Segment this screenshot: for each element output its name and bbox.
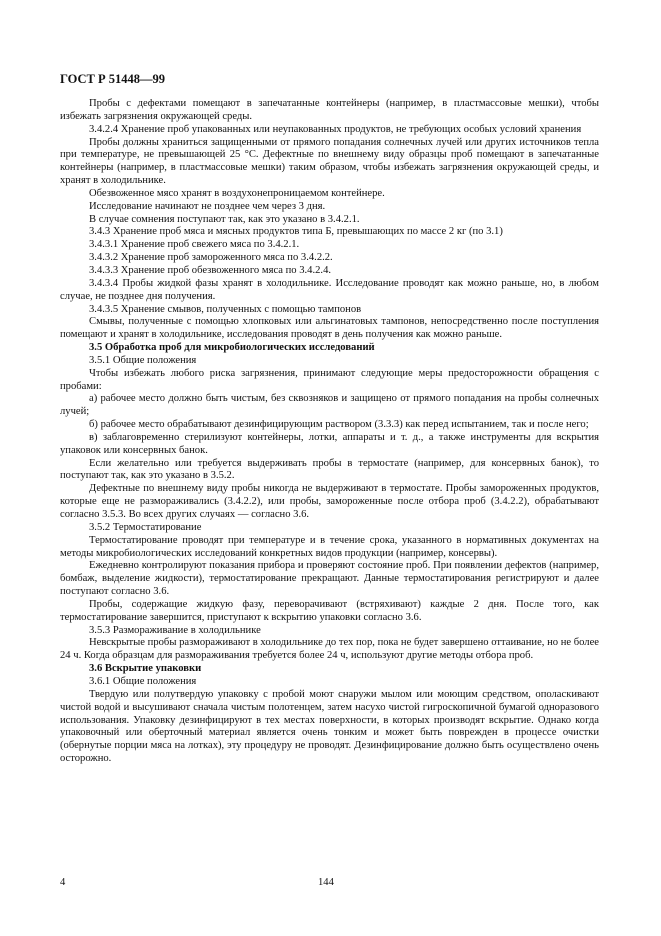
list-item: б) рабочее место обрабатывают дезинфицирующим раствором (3.3.3) как перед испытанием, так и после него; (89, 419, 589, 431)
paragraph: Твердую или полутвердую упаковку с пробой моют снаружи мылом или моющим средством, ополаскивают чистой водой и высушивают сначала чистым полотенцем, затем насухо чистой гигроскопичной бумагой одноразового использования. Упаковку дезинфицируют в тех местах поверхности, в которых производят вскрытие. Однако когда упаковочный или оберточный материал является очень тонким и может быть поврежден в процессе очистки (обернутые порции мяса на лотках), эту процедуру не проводят. Дезинфицирование должно быть осуществлено очень осторожно. (60, 688, 599, 765)
paragraph: 3.4.3.2 Хранение проб замороженного мяса по 3.4.2.2. (89, 252, 333, 264)
subsection-heading: 3.6.1 Общие положения (89, 675, 197, 687)
paragraph: Невскрытые пробы размораживают в холодильнике до тех пор, пока не будет завершено оттаивание, но не более 24 ч. Когда образцам для размораживания требуется более 24 ч, используют другие методы отбора проб. (60, 637, 599, 662)
paragraph: Если желательно или требуется выдерживать пробы в термостате (например, для консервных банок), то поступают так, как это указано в 3.5.2. (60, 457, 599, 482)
paragraph: Пробы, содержащие жидкую фазу, переворачивают (встряхивают) каждые 2 дня. После того, как термостатирование завершится, приступают к вскрытию упаковки согласно 3.6. (60, 598, 599, 623)
section-heading: 3.6 Вскрытие упаковки (89, 663, 202, 675)
paragraph: Термостатирование проводят при температуре и в течение срока, указанного в нормативных документах на методы микробиологических исследований конкретных видов продукции (например, консервы). (60, 534, 599, 559)
paragraph: В случае сомнения поступают так, как это указано в 3.4.2.1. (89, 213, 360, 225)
page-number-local: 4 (60, 877, 66, 888)
paragraph: Пробы с дефектами помещают в запечатанные контейнеры (например, в пластмассовые мешки), чтобы избежать загрязнения окружающей среды. (60, 98, 599, 122)
paragraph: 3.4.3.3 Хранение проб обезвоженного мяса по 3.4.2.4. (89, 264, 332, 276)
subsection-heading: 3.5.3 Размораживание в холодильнике (89, 624, 261, 636)
document-code: ГОСТ Р 51448—99 (60, 72, 166, 86)
list-item: а) рабочее место должно быть чистым, без сквозняков и защищено от прямого попадания на пробы солнечных лучей; (60, 393, 599, 418)
paragraph: Ежедневно контролируют показания прибора и проверяют состояние проб. При появлении дефектов (например, бомбаж, выделение жидкости), термостатирование прекращают. Данные термостатирования регистрируют и далее поступают согласно 3.6. (60, 560, 599, 598)
paragraph: Смывы, полученные с помощью хлопковых или альгинатовых тампонов, непосредственно после поступления помещают и хранят в холодильнике, исследования проводят в день получения как можно раньше. (60, 316, 599, 341)
paragraph: Исследование начинают не позднее чем через 3 дня. (89, 200, 326, 212)
paragraph: Дефектные по внешнему виду пробы никогда не выдерживают в термостате. Пробы замороженных продуктов, которые еще не размораживались (3.4.2.2), или пробы, замороженные после отбора проб (3.4.2.2), обрабатывают согласно 3.5.3. Во всех других случаях — согласно 3.6. (60, 483, 599, 520)
subsection-heading: 3.5.1 Общие положения (89, 354, 197, 366)
paragraph: 3.4.2.4 Хранение проб упакованных или неупакованных продуктов, не требующих особых условий хранения (89, 123, 582, 135)
list-item: в) заблаговременно стерилизуют контейнеры, лотки, аппараты и т. д., а также инструменты для вскрытия упаковок или консервных банок. (60, 431, 599, 456)
paragraph: 3.4.3.5 Хранение смывов, полученных с помощью тампонов (89, 303, 362, 315)
paragraph: Чтобы избежать любого риска загрязнения, принимают следующие меры предосторожности обращения с пробами: (60, 367, 599, 392)
subsection-heading: 3.5.2 Термостатирование (89, 521, 202, 533)
paragraph: 3.4.3.4 Пробы жидкой фазы хранят в холодильнике. Исследование проводят как можно раньше, но, в любом случае, не позднее дня получения. (60, 277, 599, 302)
document-body (60, 98, 599, 766)
paragraph: Пробы должны храниться защищенными от прямого попадания солнечных лучей или других источников тепла при температуре, не превышающей 25 °С. Дефектные по внешнему виду образцы проб помещают в запечатанные контейнеры (например, в пластмассовые мешки) таким образом, чтобы избежать загрязнения окружающей среды, и хранят в холодильнике. (60, 136, 599, 187)
section-heading: 3.5 Обработка проб для микробиологических исследований (89, 342, 375, 354)
page-number-global: 144 (318, 877, 334, 888)
paragraph: 3.4.3.1 Хранение проб свежего мяса по 3.4.2.1. (89, 239, 300, 251)
paragraph: 3.4.3 Хранение проб мяса и мясных продуктов типа Б, превышающих по массе 2 кг (по 3.1) (89, 226, 503, 238)
paragraph: Обезвоженное мясо хранят в воздухонепроницаемом контейнере. (89, 187, 385, 199)
